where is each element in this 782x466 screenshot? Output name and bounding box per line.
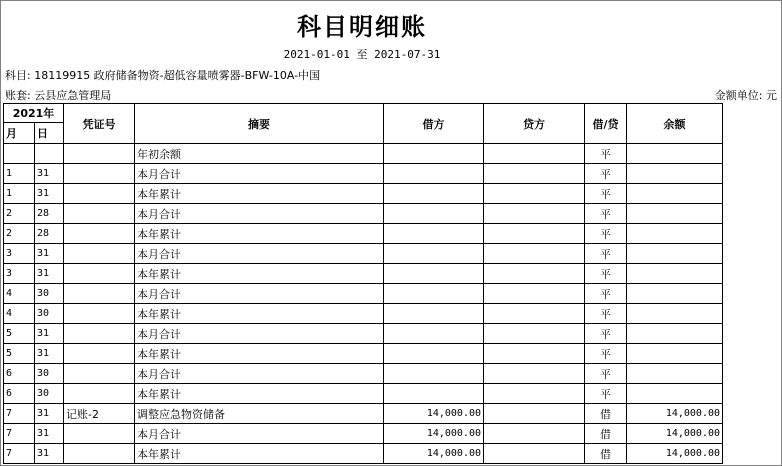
table-row — [4, 384, 723, 404]
cell-month: 7 — [4, 404, 35, 424]
cell-voucher — [64, 284, 135, 304]
cell-debit: 14,000.00 — [384, 424, 484, 444]
cell-day: 31 — [35, 444, 64, 464]
book-line: 账套: 云县应急管理局 — [5, 89, 112, 102]
cell-debit — [384, 344, 484, 364]
cell-month: 6 — [4, 384, 35, 404]
cell-summary: 年初余额 — [135, 144, 384, 164]
cell-day — [35, 144, 64, 164]
cell-direction: 平 — [585, 304, 627, 324]
cell-direction: 平 — [585, 244, 627, 264]
cell-credit — [484, 184, 585, 204]
cell-debit — [384, 284, 484, 304]
direction-header: 借/贷 — [585, 104, 627, 144]
cell-balance — [627, 164, 723, 184]
cell-balance: 14,000.00 — [627, 424, 723, 444]
table-row — [4, 164, 723, 184]
cell-balance — [627, 144, 723, 164]
cell-day: 28 — [35, 204, 64, 224]
cell-credit — [484, 424, 585, 444]
table-row — [4, 204, 723, 224]
cell-summary: 调整应急物资储备 — [135, 404, 384, 424]
cell-day: 30 — [35, 284, 64, 304]
cell-voucher — [64, 364, 135, 384]
debit-header: 借方 — [384, 104, 484, 144]
cell-summary: 本年累计 — [135, 224, 384, 244]
credit-header: 贷方 — [484, 104, 585, 144]
cell-credit — [484, 204, 585, 224]
cell-direction: 借 — [585, 404, 627, 424]
cell-direction: 平 — [585, 184, 627, 204]
cell-balance — [627, 344, 723, 364]
table-row — [4, 424, 723, 444]
cell-direction: 平 — [585, 324, 627, 344]
cell-month: 5 — [4, 344, 35, 364]
cell-month: 2 — [4, 224, 35, 244]
cell-month — [4, 144, 35, 164]
cell-credit — [484, 324, 585, 344]
cell-credit — [484, 364, 585, 384]
cell-month: 5 — [4, 324, 35, 344]
table-row — [4, 264, 723, 284]
cell-direction: 平 — [585, 144, 627, 164]
cell-debit — [384, 184, 484, 204]
report-title: 科目明细账 — [297, 13, 427, 41]
cell-balance — [627, 384, 723, 404]
cell-day: 31 — [35, 264, 64, 284]
table-row — [4, 144, 723, 164]
cell-summary: 本年累计 — [135, 264, 384, 284]
cell-debit — [384, 264, 484, 284]
cell-voucher — [64, 144, 135, 164]
cell-month: 6 — [4, 364, 35, 384]
cell-credit — [484, 144, 585, 164]
cell-summary: 本年累计 — [135, 304, 384, 324]
cell-voucher — [64, 264, 135, 284]
cell-balance — [627, 364, 723, 384]
cell-debit — [384, 364, 484, 384]
cell-credit — [484, 164, 585, 184]
cell-balance — [627, 284, 723, 304]
ledger-table — [3, 103, 723, 464]
cell-balance: 14,000.00 — [627, 404, 723, 424]
cell-month: 1 — [4, 184, 35, 204]
table-row — [4, 324, 723, 344]
cell-credit — [484, 404, 585, 424]
cell-month: 2 — [4, 204, 35, 224]
cell-summary: 本年累计 — [135, 384, 384, 404]
cell-debit — [384, 324, 484, 344]
cell-voucher — [64, 444, 135, 464]
cell-month: 3 — [4, 264, 35, 284]
cell-direction: 平 — [585, 284, 627, 304]
cell-day: 30 — [35, 304, 64, 324]
cell-day: 31 — [35, 404, 64, 424]
cell-credit — [484, 264, 585, 284]
table-row — [4, 284, 723, 304]
report-period: 2021-01-01 至 2021-07-31 — [283, 48, 441, 61]
cell-voucher — [64, 204, 135, 224]
cell-direction: 平 — [585, 384, 627, 404]
cell-voucher — [64, 184, 135, 204]
cell-credit — [484, 304, 585, 324]
subject-line: 科目: 18119915 政府储备物资-超低容量喷雾器-BFW-10A-中国 — [5, 69, 321, 82]
cell-balance — [627, 244, 723, 264]
cell-credit — [484, 344, 585, 364]
balance-header: 余额 — [627, 104, 723, 144]
cell-voucher: 记账-2 — [64, 404, 135, 424]
cell-summary: 本月合计 — [135, 364, 384, 384]
cell-summary: 本年累计 — [135, 344, 384, 364]
cell-summary: 本月合计 — [135, 324, 384, 344]
cell-debit: 14,000.00 — [384, 444, 484, 464]
cell-debit — [384, 384, 484, 404]
cell-balance — [627, 324, 723, 344]
cell-direction: 平 — [585, 204, 627, 224]
cell-credit — [484, 384, 585, 404]
cell-balance: 14,000.00 — [627, 444, 723, 464]
cell-summary: 本月合计 — [135, 204, 384, 224]
cell-debit — [384, 244, 484, 264]
cell-balance — [627, 304, 723, 324]
cell-voucher — [64, 384, 135, 404]
cell-summary: 本月合计 — [135, 164, 384, 184]
cell-summary: 本年累计 — [135, 184, 384, 204]
voucher-header: 凭证号 — [64, 104, 135, 144]
cell-debit — [384, 164, 484, 184]
cell-day: 31 — [35, 164, 64, 184]
cell-debit — [384, 144, 484, 164]
cell-month: 7 — [4, 444, 35, 464]
cell-month: 3 — [4, 244, 35, 264]
cell-voucher — [64, 424, 135, 444]
cell-day: 31 — [35, 424, 64, 444]
cell-debit: 14,000.00 — [384, 404, 484, 424]
cell-credit — [484, 444, 585, 464]
cell-balance — [627, 184, 723, 204]
cell-voucher — [64, 164, 135, 184]
cell-direction: 平 — [585, 344, 627, 364]
cell-debit — [384, 304, 484, 324]
cell-month: 1 — [4, 164, 35, 184]
cell-credit — [484, 244, 585, 264]
cell-day: 31 — [35, 244, 64, 264]
summary-header: 摘要 — [135, 104, 384, 144]
table-row — [4, 244, 723, 264]
cell-day: 30 — [35, 384, 64, 404]
cell-summary: 本月合计 — [135, 244, 384, 264]
table-row — [4, 224, 723, 244]
year-header: 2021年 — [4, 104, 64, 123]
cell-month: 4 — [4, 284, 35, 304]
cell-day: 28 — [35, 224, 64, 244]
cell-debit — [384, 204, 484, 224]
cell-direction: 平 — [585, 164, 627, 184]
cell-summary: 本月合计 — [135, 424, 384, 444]
cell-direction: 平 — [585, 224, 627, 244]
cell-direction: 平 — [585, 264, 627, 284]
cell-voucher — [64, 244, 135, 264]
cell-summary: 本年累计 — [135, 444, 384, 464]
cell-month: 4 — [4, 304, 35, 324]
table-row — [4, 364, 723, 384]
table-row — [4, 444, 723, 464]
cell-voucher — [64, 224, 135, 244]
cell-summary: 本月合计 — [135, 284, 384, 304]
cell-balance — [627, 204, 723, 224]
cell-direction: 平 — [585, 364, 627, 384]
month-header: 月 — [4, 123, 35, 144]
cell-voucher — [64, 304, 135, 324]
cell-month: 7 — [4, 424, 35, 444]
cell-day: 31 — [35, 324, 64, 344]
day-header: 日 — [35, 123, 64, 144]
cell-day: 30 — [35, 364, 64, 384]
cell-credit — [484, 224, 585, 244]
cell-balance — [627, 224, 723, 244]
cell-day: 31 — [35, 344, 64, 364]
cell-voucher — [64, 344, 135, 364]
cell-debit — [384, 224, 484, 244]
cell-voucher — [64, 324, 135, 344]
cell-credit — [484, 284, 585, 304]
table-row — [4, 304, 723, 324]
table-row — [4, 344, 723, 364]
cell-day: 31 — [35, 184, 64, 204]
table-row — [4, 404, 723, 424]
table-row — [4, 184, 723, 204]
currency-unit: 金额单位: 元 — [714, 89, 777, 102]
cell-balance — [627, 264, 723, 284]
cell-direction: 借 — [585, 424, 627, 444]
cell-direction: 借 — [585, 444, 627, 464]
